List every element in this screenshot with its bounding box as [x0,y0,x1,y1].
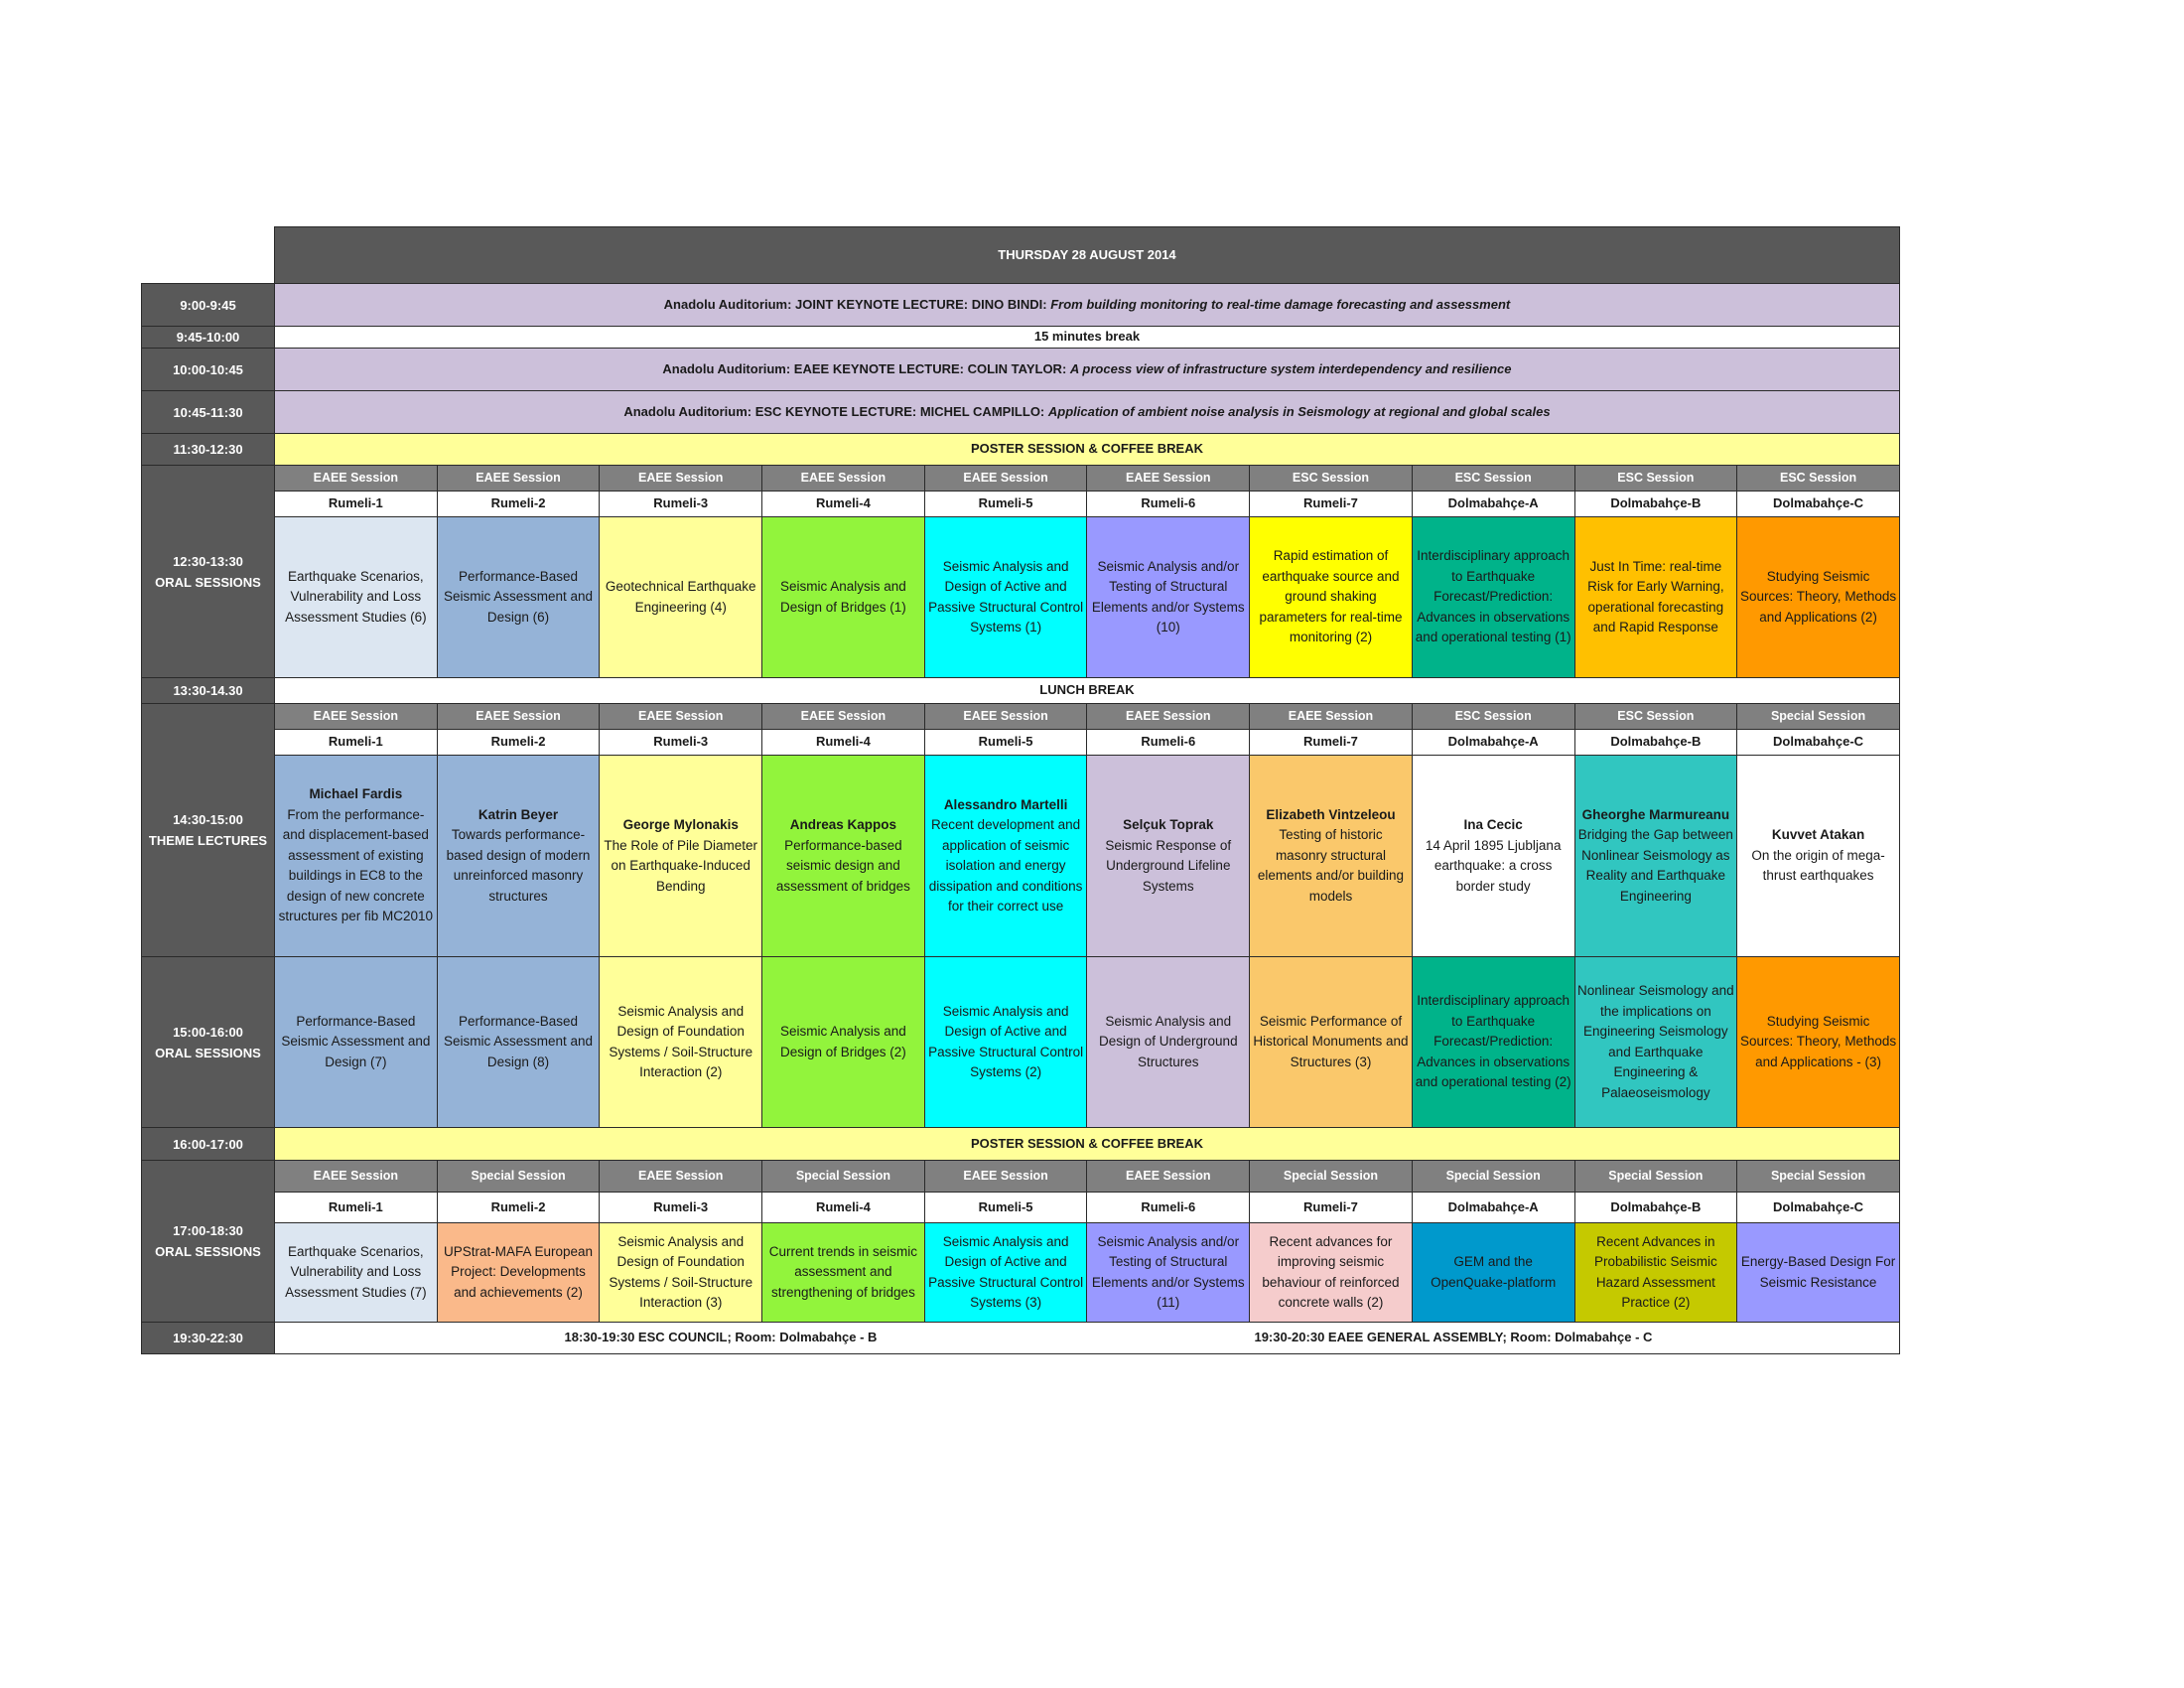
room-name: Rumeli-3 [600,492,762,517]
session-type: EAEE Session [924,1161,1087,1193]
time-sublabel: ORAL SESSIONS [155,1244,261,1259]
time-sublabel: ORAL SESSIONS [155,1045,261,1060]
theme-lecture-cell[interactable] [924,756,1087,957]
lecture-title: From the performance- and displacement-based assessment of existing buildings in EC8 to the design of new concrete structures per fib MC2010 [278,806,433,924]
session-type: EAEE Session [762,704,925,730]
session-type: ESC Session [1574,704,1737,730]
room-name: Rumeli-7 [1250,492,1413,517]
session-type: EAEE Session [275,1161,438,1193]
theme-lecture-cell[interactable] [1737,756,1900,957]
evening-events [275,1323,1900,1354]
lecture-title: Testing of historic masonry structural elements and/or building models [1257,827,1405,904]
block2-lecture-row [142,756,1900,957]
theme-lecture-cell[interactable] [1412,756,1574,957]
keynote-title: Application of ambient noise analysis in Seismology at regional and global scales [1047,403,1551,419]
session-cell[interactable]: Earthquake Scenarios, Vulnerability and Loss Assessment Studies (6) [275,517,438,678]
session-cell[interactable]: Seismic Analysis and Design of Bridges (1) [762,517,925,678]
block1-room-row [142,492,1900,517]
room-name: Rumeli-6 [1087,492,1250,517]
block2-theme-time [142,704,275,957]
session-cell[interactable]: Nonlinear Seismology and the implications on Engineering Seismology and Earthquake Engineering & Palaeoseismology [1574,957,1737,1128]
theme-lecture-cell[interactable] [1087,756,1250,957]
room-name: Rumeli-6 [1087,730,1250,756]
session-type: Special Session [437,1161,600,1193]
session-cell[interactable]: Seismic Analysis and Design of Active and Passive Structural Control Systems (3) [924,1223,1087,1323]
session-cell[interactable]: Just In Time: real-time Risk for Early Warning, operational forecasting and Rapid Response [1574,517,1737,678]
lecture-title: Towards performance-based design of modern unreinforced masonry structures [446,827,591,904]
session-cell[interactable]: Recent advances for improving seismic behaviour of reinforced concrete walls (2) [1250,1223,1413,1323]
block3-time [142,1161,275,1323]
session-cell[interactable]: Seismic Analysis and Design of Bridges (2) [762,957,925,1128]
time-label: 10:00-10:45 [142,349,275,391]
break-row [142,327,1900,349]
speaker-name: George Mylonakis [622,817,739,832]
room-name: Rumeli-3 [600,1193,762,1223]
lunch-label: LUNCH BREAK [275,678,1900,704]
session-cell[interactable]: Seismic Performance of Historical Monuments and Structures (3) [1250,957,1413,1128]
poster-session-label: POSTER SESSION & COFFEE BREAK [275,1128,1900,1161]
room-name: Dolmabahçe-C [1737,492,1900,517]
session-type: EAEE Session [1250,704,1413,730]
keynote-lecture-3[interactable] [275,391,1900,434]
theme-lecture-cell[interactable] [275,756,438,957]
keynote-title: A process view of infrastructure system interdependency and resilience [1069,360,1512,376]
time-label: 19:30-22:30 [142,1323,275,1354]
session-type: EAEE Session [1087,704,1250,730]
speaker-name: Alessandro Martelli [943,796,1068,812]
session-type: EAEE Session [600,704,762,730]
session-type: Special Session [1412,1161,1574,1193]
date-header: THURSDAY 28 AUGUST 2014 [275,227,1900,284]
room-name: Dolmabahçe-B [1574,1193,1737,1223]
time-label: 15:00-16:00 [173,1024,243,1040]
session-type: EAEE Session [275,704,438,730]
speaker-name: Ina Cecic [1463,817,1523,832]
block2-room-row [142,730,1900,756]
session-type: Special Session [1737,704,1900,730]
session-cell[interactable]: Performance-Based Seismic Assessment and Design (6) [437,517,600,678]
keynote-row-3 [142,391,1900,434]
room-name: Rumeli-5 [924,492,1087,517]
time-label: 9:00-9:45 [142,284,275,327]
date-row [142,227,1900,284]
room-name: Rumeli-2 [437,1193,600,1223]
lunch-row [142,678,1900,704]
time-label: 11:30-12:30 [142,434,275,466]
room-name: Rumeli-5 [924,1193,1087,1223]
session-cell[interactable]: GEM and the OpenQuake-platform [1412,1223,1574,1323]
eaee-assembly-label: 19:30-20:30 EAEE GENERAL ASSEMBLY; Room: Dolmabahçe - C [1254,1330,1653,1345]
time-label: 16:00-17:00 [142,1128,275,1161]
session-type: EAEE Session [1087,466,1250,492]
session-cell[interactable]: Seismic Analysis and Design of Active and Passive Structural Control Systems (2) [924,957,1087,1128]
room-name: Rumeli-1 [275,730,438,756]
session-type: EAEE Session [600,466,762,492]
session-type: Special Session [1574,1161,1737,1193]
theme-lecture-cell[interactable] [600,756,762,957]
session-type: EAEE Session [275,466,438,492]
poster-session-label: POSTER SESSION & COFFEE BREAK [275,434,1900,466]
room-name: Rumeli-2 [437,730,600,756]
lecture-title: Bridging the Gap between Nonlinear Seismology as Reality and Earthquake Engineering [1577,827,1733,904]
session-type: EAEE Session [437,704,600,730]
session-type: ESC Session [1412,466,1574,492]
room-name: Rumeli-5 [924,730,1087,756]
lecture-title: Recent development and application of seismic isolation and energy dissipation and conditions for their correct use [928,817,1083,914]
session-cell[interactable]: Performance-Based Seismic Assessment and Design (8) [437,957,600,1128]
room-name: Dolmabahçe-B [1574,730,1737,756]
schedule-table [141,226,1900,1354]
block1-session-row [142,517,1900,678]
time-label: 10:45-11:30 [142,391,275,434]
session-cell[interactable]: Recent Advances in Probabilistic Seismic Hazard Assessment Practice (2) [1574,1223,1737,1323]
speaker-name: Kuvvet Atakan [1771,827,1865,843]
speaker-name: Elizabeth Vintzeleou [1266,806,1396,822]
session-type: EAEE Session [600,1161,762,1193]
session-type: Special Session [1250,1161,1413,1193]
block1-type-row [142,466,1900,492]
block3-session-row [142,1223,1900,1323]
session-cell[interactable]: Seismic Analysis and/or Testing of Structural Elements and/or Systems (11) [1087,1223,1250,1323]
keynote-prefix: Anadolu Auditorium: JOINT KEYNOTE LECTURE: DINO BINDI: [663,296,1047,312]
keynote-title: From building monitoring to real-time damage forecasting and assessment [1050,296,1511,312]
lecture-title: On the origin of mega-thrust earthquakes [1751,847,1885,884]
keynote-lecture-2[interactable] [275,349,1900,391]
speaker-name: Michael Fardis [309,786,403,802]
session-type: EAEE Session [437,466,600,492]
theme-lecture-cell[interactable] [762,756,925,957]
lecture-title: The Role of Pile Diameter on Earthquake-Induced Bending [604,837,757,894]
room-name: Rumeli-4 [762,730,925,756]
block2-session-row [142,957,1900,1128]
session-cell[interactable]: Seismic Analysis and/or Testing of Structural Elements and/or Systems (10) [1087,517,1250,678]
room-name: Rumeli-2 [437,492,600,517]
corner-blank [142,227,275,284]
session-cell[interactable]: Geotechnical Earthquake Engineering (4) [600,517,762,678]
session-cell[interactable]: Interdisciplinary approach to Earthquake Forecast/Prediction: Advances in observations and operational testing (1) [1412,517,1574,678]
poster-row-1 [142,434,1900,466]
session-type: EAEE Session [924,466,1087,492]
theme-lecture-cell[interactable] [1250,756,1413,957]
session-cell[interactable]: Interdisciplinary approach to Earthquake Forecast/Prediction: Advances in observations and operational testing (2) [1412,957,1574,1128]
speaker-name: Gheorghe Marmureanu [1581,806,1730,822]
session-type: EAEE Session [762,466,925,492]
session-type: EAEE Session [924,704,1087,730]
room-name: Dolmabahçe-A [1412,1193,1574,1223]
speaker-name: Andreas Kappos [789,817,897,832]
session-cell[interactable]: Studying Seismic Sources: Theory, Methods and Applications (2) [1737,517,1900,678]
session-cell[interactable]: Rapid estimation of earthquake source and ground shaking parameters for real-time monitoring (2) [1250,517,1413,678]
room-name: Rumeli-1 [275,1193,438,1223]
lecture-title: Performance-based seismic design and assessment of bridges [775,837,910,894]
room-name: Dolmabahçe-C [1737,1193,1900,1223]
session-cell[interactable]: Energy-Based Design For Seismic Resistance [1737,1223,1900,1323]
room-name: Rumeli-6 [1087,1193,1250,1223]
keynote-prefix: Anadolu Auditorium: EAEE KEYNOTE LECTURE: COLIN TAYLOR: [662,360,1067,376]
room-name: Dolmabahçe-A [1412,492,1574,517]
block3-room-row [142,1193,1900,1223]
room-name: Dolmabahçe-B [1574,492,1737,517]
room-name: Rumeli-4 [762,1193,925,1223]
room-name: Dolmabahçe-A [1412,730,1574,756]
time-label: 13:30-14.30 [142,678,275,704]
session-type: EAEE Session [1087,1161,1250,1193]
keynote-row-1 [142,284,1900,327]
keynote-lecture-1[interactable] [275,284,1900,327]
session-cell[interactable]: Seismic Analysis and Design of Underground Structures [1087,957,1250,1128]
room-name: Rumeli-3 [600,730,762,756]
room-name: Rumeli-7 [1250,730,1413,756]
time-label: 9:45-10:00 [142,327,275,349]
time-label: 12:30-13:30 [173,553,243,569]
lecture-title: 14 April 1895 Ljubljana earthquake: a cross border study [1425,837,1562,894]
session-type: Special Session [762,1161,925,1193]
block1-time [142,466,275,678]
block2-type-row [142,704,1900,730]
session-type: ESC Session [1250,466,1413,492]
poster-row-2 [142,1128,1900,1161]
session-cell[interactable]: UPStrat-MAFA European Project: Developments and achievements (2) [437,1223,600,1323]
session-cell[interactable]: Seismic Analysis and Design of Active and Passive Structural Control Systems (1) [924,517,1087,678]
room-name: Rumeli-7 [1250,1193,1413,1223]
block3-type-row [142,1161,1900,1193]
esc-council-label: 18:30-19:30 ESC COUNCIL; Room: Dolmabahçe - B [564,1330,878,1345]
time-label: 17:00-18:30 [173,1223,243,1238]
speaker-name: Katrin Beyer [478,806,559,822]
theme-lecture-cell[interactable] [1574,756,1737,957]
speaker-name: Selçuk Toprak [1123,817,1214,832]
session-cell[interactable]: Performance-Based Seismic Assessment and Design (7) [275,957,438,1128]
session-cell[interactable]: Earthquake Scenarios, Vulnerability and Loss Assessment Studies (7) [275,1223,438,1323]
keynote-row-2 [142,349,1900,391]
time-sublabel: ORAL SESSIONS [155,574,261,590]
session-type: Special Session [1737,1161,1900,1193]
block2-oral-time [142,957,275,1128]
session-type: ESC Session [1574,466,1737,492]
time-sublabel: THEME LECTURES [148,833,268,848]
room-name: Rumeli-4 [762,492,925,517]
room-name: Dolmabahçe-C [1737,730,1900,756]
keynote-prefix: Anadolu Auditorium: ESC KEYNOTE LECTURE: MICHEL CAMPILLO: [623,403,1045,419]
lecture-title: Seismic Response of Underground Lifeline Systems [1105,837,1232,894]
theme-lecture-cell[interactable] [437,756,600,957]
room-name: Rumeli-1 [275,492,438,517]
session-cell[interactable]: Seismic Analysis and Design of Foundation Systems / Soil-Structure Interaction (3) [600,1223,762,1323]
break-label: 15 minutes break [275,327,1900,349]
session-type: ESC Session [1737,466,1900,492]
session-cell[interactable]: Studying Seismic Sources: Theory, Methods and Applications - (3) [1737,957,1900,1128]
session-cell[interactable]: Current trends in seismic assessment and strengthening of bridges [762,1223,925,1323]
session-cell[interactable]: Seismic Analysis and Design of Foundation Systems / Soil-Structure Interaction (2) [600,957,762,1128]
time-label: 14:30-15:00 [173,812,243,827]
session-type: ESC Session [1412,704,1574,730]
evening-row [142,1323,1900,1354]
